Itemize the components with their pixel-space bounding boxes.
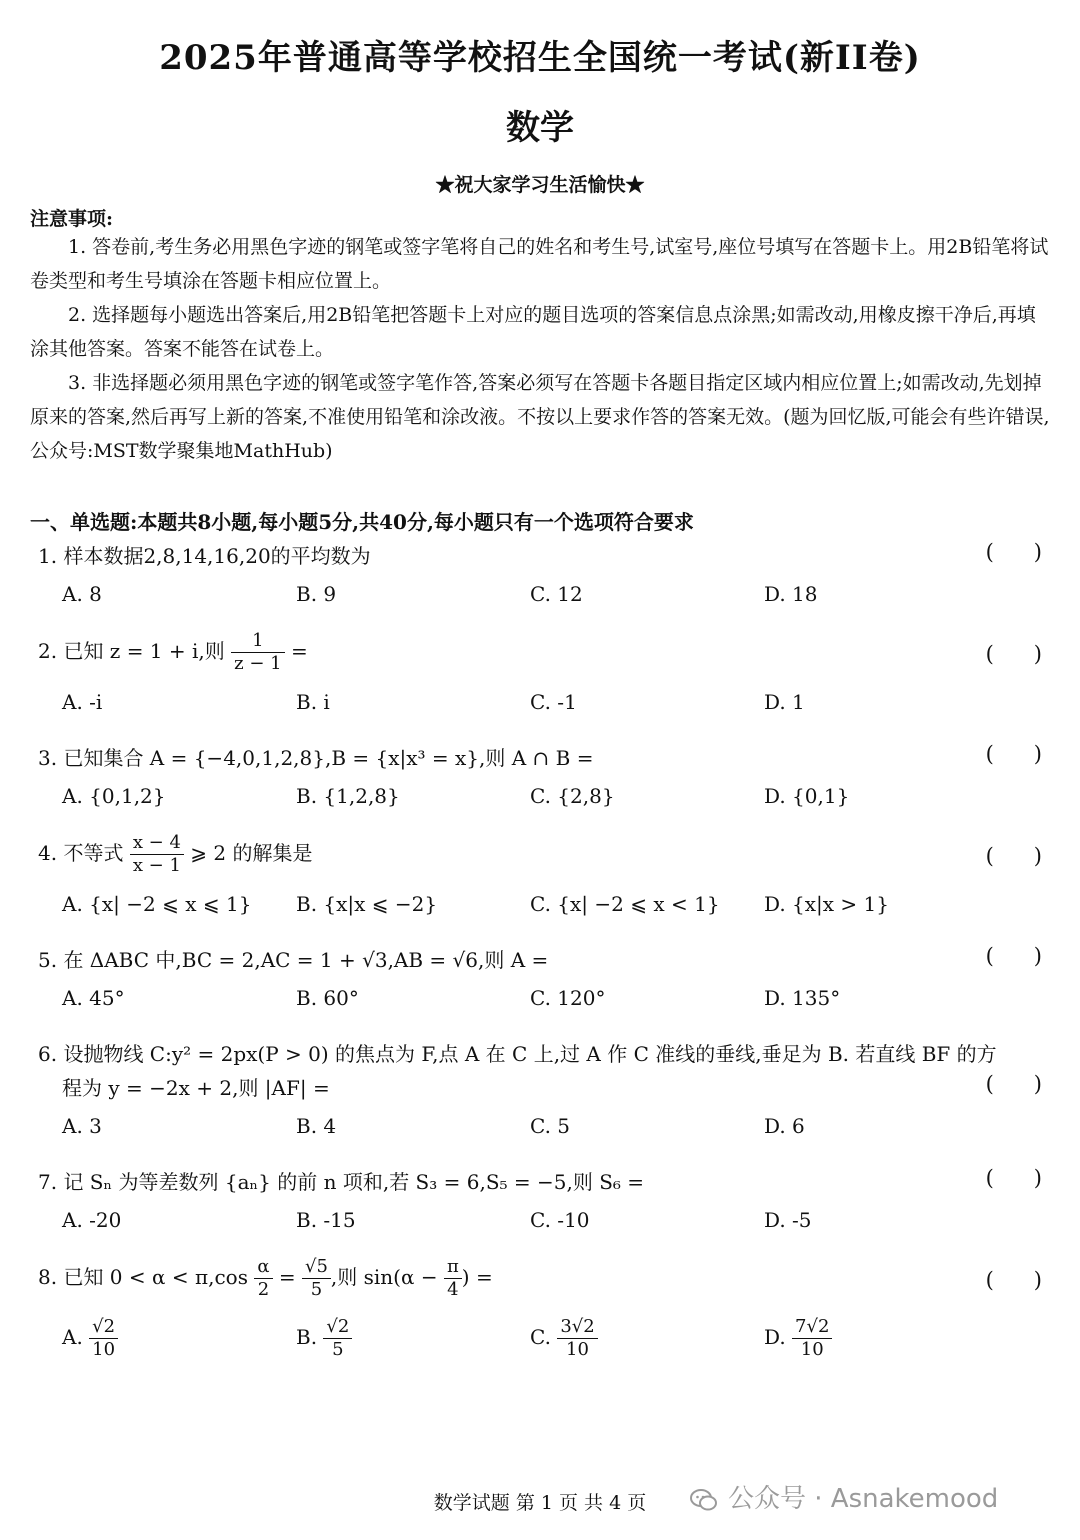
frac-num: α [254,1256,272,1279]
note-3: 3. 非选择题必须用黑色字迹的钢笔或签字笔作答,答案必须写在答题卡各题目指定区域内相应位置上;如需改动,先划掉原来的答案,然后再写上新的答案,不准使用铅笔和涂改液。不按以上要求作答的答案无效。(题为回忆版,可能会有些许错误,公众号:MST数学聚集地MathHub) [30,372,1050,462]
option-c[interactable]: C. -1 [530,690,577,714]
question-3 [38,742,1042,771]
watermark-text: 公众号 · Asnakemood [728,1484,999,1514]
frac-den: 2 [257,1279,270,1300]
option-d[interactable]: D. 1 [764,690,805,714]
option-c[interactable] [530,1316,598,1361]
option-c[interactable]: C. -10 [530,1208,590,1232]
question-6 [38,1038,1042,1067]
question-2 [38,630,1042,675]
answer-paren[interactable]: ( ) [985,1166,1042,1190]
option-a[interactable]: A. {0,1,2} [62,784,166,808]
question-5 [38,944,1042,973]
option-c[interactable]: C. 5 [530,1114,571,1138]
motto: ★祝大家学习生活愉快★ [435,174,645,196]
stem-text: ) = [461,1265,493,1289]
stem-text: = [284,639,308,663]
fraction [89,1316,118,1361]
option-label: C. [530,1325,551,1349]
question-stem: 6. 设抛物线 C:y² = 2px(P > 0) 的焦点为 F,点 A 在 C 上,过 A 作 C 准线的垂线,垂足为 B. 若直线 BF 的方 [38,1042,997,1066]
page-footer: 数学试题 第 1 页 共 4 页 [433,1492,647,1514]
frac-den: 10 [566,1339,589,1360]
frac-num: π [444,1256,462,1279]
stem-text: ,则 sin(α − [330,1265,444,1289]
option-label: B. [296,1325,318,1349]
option-d[interactable]: D. 6 [764,1114,805,1138]
answer-paren[interactable]: ( ) [985,642,1042,666]
option-b[interactable]: B. 60° [296,986,359,1010]
option-a[interactable]: A. 3 [62,1114,102,1138]
notes-heading: 注意事项: [30,208,114,230]
subject-title: 数学 [506,108,574,148]
fraction [254,1256,272,1301]
answer-paren[interactable]: ( ) [985,540,1042,564]
answer-paren[interactable]: ( ) [985,944,1042,968]
frac-num: x − 4 [130,832,184,855]
option-a[interactable] [62,1316,118,1361]
fraction [792,1316,832,1361]
question-stem: 3. 已知集合 A = {−4,0,1,2,8},B = {x|x³ = x},则 A ∩ B = [38,746,594,770]
option-c[interactable]: C. {2,8} [530,784,615,808]
note-1: 1. 答卷前,考生务必用黑色字迹的钢笔或签字笔将自己的姓名和考生号,试室号,座位号填写在答题卡上。用2B铅笔将试卷类型和考生号填涂在答题卡相应位置上。 [30,236,1049,292]
question-stem: 7. 记 Sₙ 为等差数列 {aₙ} 的前 n 项和,若 S₃ = 6,S₅ = −5,则 S₆ = [38,1170,645,1194]
option-c[interactable]: C. 12 [530,582,583,606]
option-b[interactable]: B. -15 [296,1208,356,1232]
wechat-icon [690,1489,718,1511]
stem-text: 4. 不等式 [38,841,124,865]
frac-den: 5 [332,1339,344,1360]
frac-den: z − 1 [234,653,282,674]
answer-paren[interactable]: ( ) [985,844,1042,868]
frac-den: x − 1 [132,855,181,876]
option-c[interactable]: C. {x| −2 ⩽ x < 1} [530,892,720,916]
stem-text: ⩾ 2 的解集是 [183,841,313,865]
fraction [130,832,184,877]
frac-num: √5 [302,1256,331,1279]
option-d[interactable]: D. -5 [764,1208,812,1232]
question-4 [38,832,1042,877]
answer-paren[interactable]: ( ) [985,1268,1042,1292]
question-stem [38,630,308,674]
option-b[interactable]: B. {x|x ⩽ −2} [296,892,438,916]
stem-text: 8. 已知 0 < α < π,cos [38,1265,248,1289]
answer-paren[interactable]: ( ) [985,742,1042,766]
fraction [231,630,284,675]
option-b[interactable] [296,1316,352,1361]
question-1 [38,540,1042,569]
option-d[interactable]: D. 135° [764,986,841,1010]
frac-num: 3√2 [557,1316,597,1339]
option-b[interactable]: B. {1,2,8} [296,784,400,808]
option-a[interactable]: A. -i [62,690,103,714]
option-b[interactable]: B. 4 [296,1114,337,1138]
answer-paren[interactable]: ( ) [985,1072,1042,1096]
frac-num: √2 [323,1316,352,1339]
note-2: 2. 选择题每小题选出答案后,用2B铅笔把答题卡上对应的题目选项的答案信息点涂黑;如需改动,用橡皮擦干净后,再填涂其他答案。答案不能答在试卷上。 [30,304,1036,360]
question-7 [38,1166,1042,1195]
option-d[interactable]: D. {0,1} [764,784,850,808]
frac-den: 10 [800,1339,824,1360]
stem-text: 2. 已知 z = 1 + i,则 [38,639,225,663]
question-stem: 5. 在 ΔABC 中,BC = 2,AC = 1 + √3,AB = √6,则 A = [38,948,549,972]
question-8 [38,1256,1042,1301]
watermark [690,1478,998,1515]
option-a[interactable]: A. 8 [62,582,102,606]
exam-title: 2025年普通高等学校招生全国统一考试(新II卷) [159,38,921,78]
frac-num: 7√2 [792,1316,832,1339]
question-stem: 1. 样本数据2,8,14,16,20的平均数为 [38,544,371,568]
question-stem: 程为 y = −2x + 2,则 |AF| = [62,1076,330,1100]
question-stem [38,1256,493,1300]
option-a[interactable]: A. -20 [62,1208,122,1232]
option-d[interactable] [764,1316,832,1361]
option-d[interactable]: D. 18 [764,582,818,606]
question-6-line-2 [62,1072,1042,1101]
fraction [557,1316,597,1361]
frac-den: 10 [92,1339,116,1360]
frac-den: 4 [447,1279,459,1300]
fraction [302,1256,331,1301]
option-label: A. [62,1325,83,1349]
option-b[interactable]: B. i [296,690,330,714]
stem-text: = [272,1265,302,1289]
option-c[interactable]: C. 120° [530,986,606,1010]
option-label: D. [764,1325,786,1349]
frac-num: √2 [89,1316,118,1339]
section-title: 一、单选题:本题共8小题,每小题5分,共40分,每小题只有一个选项符合要求 [30,510,694,534]
fraction [444,1256,462,1301]
question-stem [38,832,313,876]
frac-num: 1 [231,630,284,653]
option-a[interactable]: A. 45° [62,986,125,1010]
fraction [323,1316,352,1361]
option-a[interactable]: A. {x| −2 ⩽ x ⩽ 1} [62,892,252,916]
option-d[interactable]: D. {x|x > 1} [764,892,889,916]
option-b[interactable]: B. 9 [296,582,337,606]
frac-den: 5 [310,1279,323,1300]
